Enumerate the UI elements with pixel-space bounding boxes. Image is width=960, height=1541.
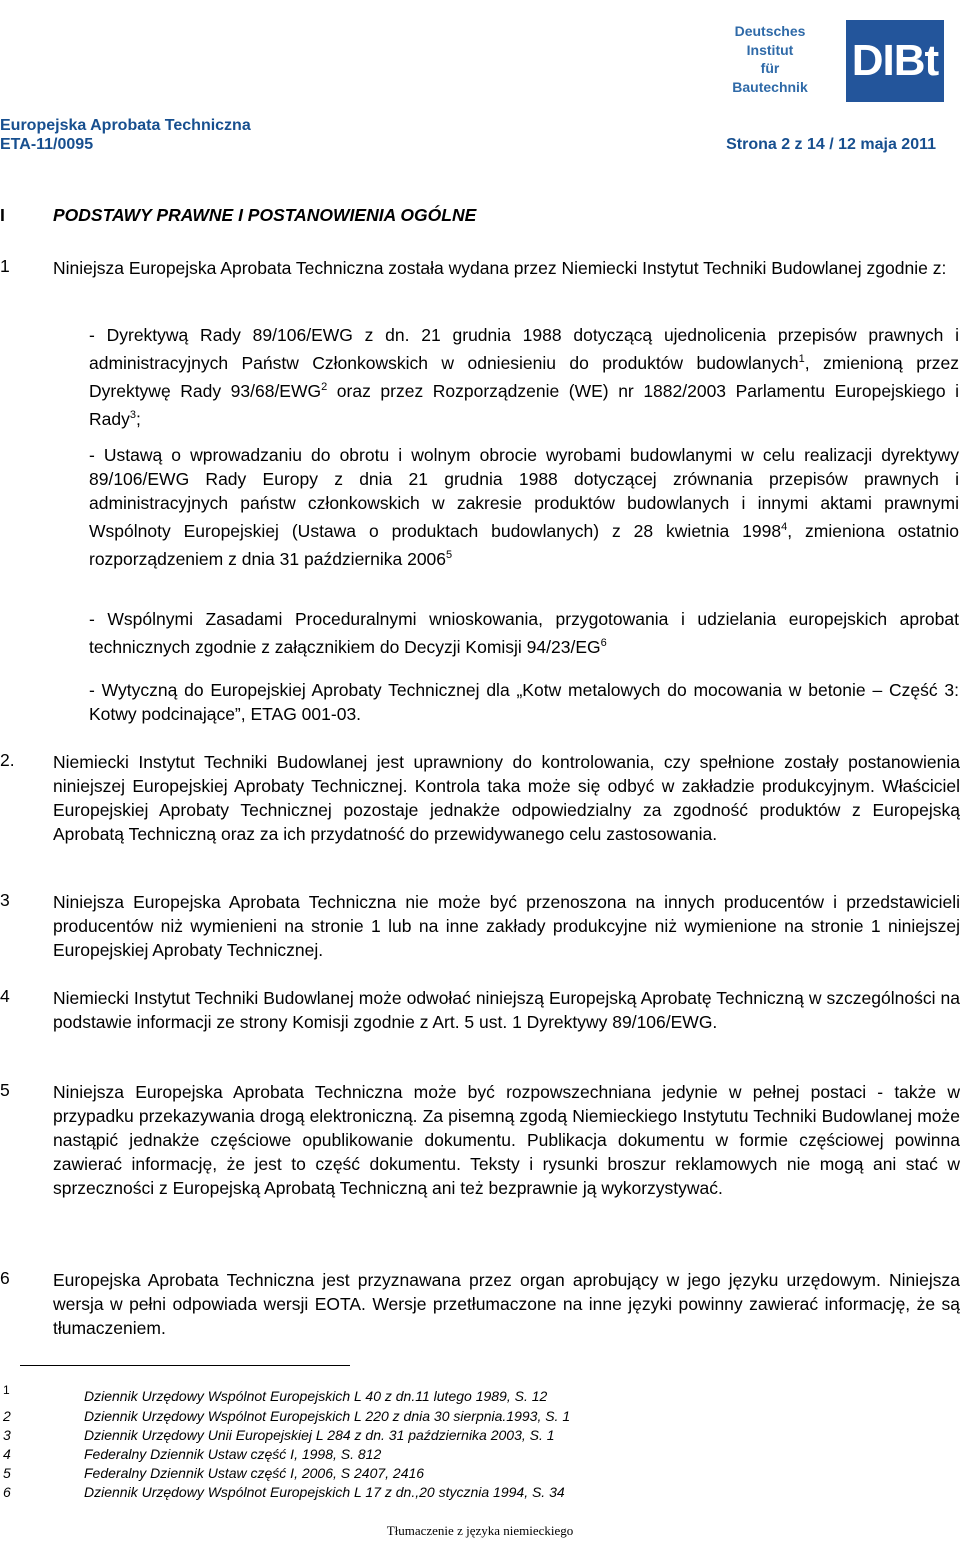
footnote-number: 6 <box>3 1484 11 1500</box>
footnote-ref: 2 <box>321 380 328 393</box>
subitem-text <box>89 323 959 430</box>
doc-title: Europejska Aprobata Techniczna <box>0 117 251 134</box>
footnote-ref: 4 <box>781 521 788 533</box>
subitem-part: ; <box>135 408 141 429</box>
subitem-text: - Wytyczną do Europejskiej Aprobaty Technicznej dla „Kotw metalowych do mocowania w betonie – Część 3: Kotwy podcinające”, ETAG 001-03. <box>89 680 959 724</box>
logo-line: Institut <box>746 41 794 58</box>
footnote-number: 1 <box>3 1383 10 1397</box>
subitem-part: , zmienioną przez Dyrektywę Rady 93/68/EWG <box>89 352 959 401</box>
subitem-part: - Dyrektywą Rady 89/106/EWG z dn. 21 grudnia 1988 dotyczącą ujednolicenia przepisów prawnych i administracyjnych Państw Członkowskich w odniesieniu do produktów budowlanych <box>89 325 959 373</box>
footnote-text: Dziennik Urzędowy Unii Europejskiej L 284 z dn. 31 października 2003, S. 1 <box>84 1427 555 1443</box>
item-text: Niniejsza Europejska Aprobata Techniczna nie może być przenoszona na innych producentów i przedstawicieli producentów niż wymienieni na stronie 1 lub na inne zakłady produkcyjne niż wymienione na stronie 1 niniejszej Europejskiej Aprobaty Technicznej. <box>53 892 960 960</box>
item-text: Niemiecki Instytut Techniki Budowlanej jest uprawniony do kontrolowania, czy spełnione zostały postanowienia niniejszej Europejskiej Aprobaty Technicznej. Kontrola taka może się odbyć w zakładzie produkcyjnym. Właściciel Europejskiej Aprobaty Technicznej pozostaje jednakże odpowiedzialny za zgodność produktów z Europejską Aprobatą Techniczną oraz za ich przydatność do przewidywanego celu zastosowania. <box>53 752 960 844</box>
item-text: Niniejsza Europejska Aprobata Techniczna może być rozpowszechniana jedynie w pełnej postaci - także w przypadku przekazywania drogą elektroniczną. Za pisemną zgodą Niemieckiego Instytutu Techniki Budowlanej może nastąpić jednakże częściowe opublikowanie dokumentu. Publikacja dokumentu w formie częściowej powinna zawierać informację, że jest to część dokumentu. Teksty i rysunki broszur reklamowych nie mogą ani stać w sprzeczności z Europejską Aprobatą Techniczną ani też bezprawnie ją wykorzystywać. <box>53 1082 960 1198</box>
logo-line: Deutsches <box>734 23 806 39</box>
logo-line: Bautechnik <box>732 78 808 95</box>
logo-mark <box>846 20 944 102</box>
footnote-ref: 5 <box>446 548 453 561</box>
logo-mark-text: DIBt <box>851 36 939 85</box>
footnote-ref: 6 <box>600 637 607 649</box>
footnote-number: 4 <box>3 1446 11 1462</box>
subitem-part: - Wspólnymi Zasadami Proceduralnymi wnioskowania, przygotowania i udzielania europejskich aprobat technicznych zgodnie z załącznikiem do Decyzji Komisji 94/23/EG <box>89 609 959 657</box>
logo-wordmark <box>700 22 840 96</box>
item-text: Europejska Aprobata Techniczna jest przyznawana przez organ aprobujący w jego języku urzędowym. Niniejsza wersja w pełni odpowiada wersji EOTA. Wersje przetłumaczone na inne języki powinny zawierać informację, że są tłumaczeniem. <box>53 1270 960 1338</box>
footnote-number: 2 <box>3 1408 11 1424</box>
item-number: 2. <box>0 750 15 770</box>
subitem-text <box>89 607 959 659</box>
item-text: Niemiecki Instytut Techniki Budowlanej może odwołać niniejszą Europejską Aprobatę Techniczną w szczególności na podstawie informacji ze strony Komisji zgodnie z Art. 5 ust. 1 Dyrektywy 89/106/EWG. <box>53 988 960 1032</box>
footnote-text: Dziennik Urzędowy Wspólnot Europejskich L 220 z dnia 30 sierpnia.1993, S. 1 <box>84 1408 571 1424</box>
footnote-ref: 1 <box>798 353 805 365</box>
subitem-part: - Ustawą o wprowadzaniu do obrotu i wolnym obrocie wyrobami budowlanymi w celu realizacji dyrektywy 89/106/EWG Rady Europy z dnia 21 grudnia 1988 dotyczącej zrównania przepisów prawnych i administracyjnych państw członkowskich w zakresie produktów budowlanych i innymi aktami prawnymi Wspólnoty Europejskiej (Ustawa o produktach budowlanych) z 28 kwietnia 1998 <box>89 445 959 541</box>
item-number: 6 <box>0 1268 10 1288</box>
logo-line: für <box>760 60 780 76</box>
item-number: 5 <box>0 1080 10 1100</box>
footnote-text: Federalny Dziennik Ustaw część I, 1998, S. 812 <box>84 1446 382 1462</box>
doc-number: ETA-11/0095 <box>0 136 94 153</box>
footnote-text: Dziennik Urzędowy Wspólnot Europejskich L 40 z dn.11 lutego 1989, S. 12 <box>84 1388 548 1404</box>
footnote-text: Dziennik Urzędowy Wspólnot Europejskich L 17 z dn.,20 stycznia 1994, S. 34 <box>84 1484 565 1500</box>
section-title: PODSTAWY PRAWNE I POSTANOWIENIA OGÓLNE <box>53 205 477 225</box>
section-number: I <box>0 205 5 225</box>
footnote-ref: 3 <box>129 408 136 421</box>
page-footer: Tłumaczenie z języka niemieckiego <box>386 1523 574 1538</box>
footnote-text: Federalny Dziennik Ustaw część I, 2006, S 2407, 2416 <box>84 1465 425 1481</box>
footnote-number: 5 <box>3 1465 11 1481</box>
item-text: Niniejsza Europejska Aprobata Techniczna została wydana przez Niemiecki Instytut Techniki Budowlanej zgodnie z: <box>53 258 947 278</box>
footnote-divider <box>20 1365 350 1366</box>
item-number: 3 <box>0 890 10 910</box>
subitem-part: , zmieniona ostatnio rozporządzeniem z dnia 31 października 2006 <box>89 520 959 569</box>
footnote-number: 3 <box>3 1427 11 1443</box>
dibt-logo <box>700 20 944 102</box>
page-info: Strona 2 z 14 / 12 maja 2011 <box>726 136 936 153</box>
subitem-part: oraz przez Rozporządzenie (WE) nr 1882/2003 Parlamentu Europejskiego i Rady <box>89 380 959 429</box>
subitem-text <box>89 443 959 571</box>
item-number: 1 <box>0 256 10 276</box>
item-number: 4 <box>0 986 10 1006</box>
